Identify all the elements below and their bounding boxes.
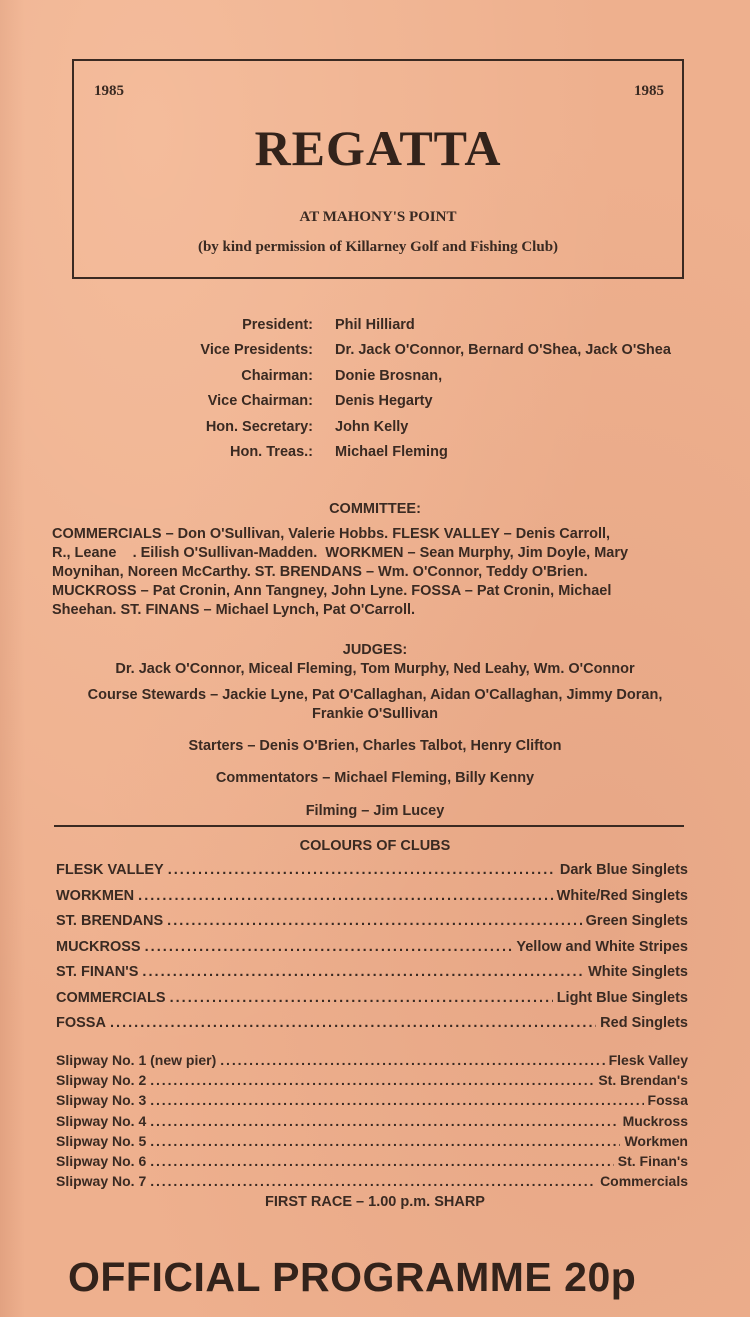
list-item xyxy=(56,913,688,939)
divider xyxy=(54,825,684,827)
list-item xyxy=(56,1133,688,1153)
list-item xyxy=(56,862,688,888)
list-item xyxy=(56,1052,688,1072)
officer-value: Michael Fleming xyxy=(335,444,448,461)
club-name: WORKMEN xyxy=(56,887,135,904)
club-name: FOSSA xyxy=(56,1015,106,1031)
list-item xyxy=(56,1092,688,1112)
club-colour: Green Singlets xyxy=(585,913,688,929)
officer-label: Vice Chairman: xyxy=(207,393,313,410)
list-item xyxy=(56,888,688,914)
club-colour: Yellow and White Stripes xyxy=(516,938,688,955)
dot-leader xyxy=(145,939,513,955)
list-item xyxy=(56,1153,688,1173)
club-name: ST. BRENDANS xyxy=(56,913,164,929)
club-colour: White Singlets xyxy=(588,964,688,980)
officer-row xyxy=(180,389,720,415)
officer-value: John Kelly xyxy=(335,418,409,435)
list-item xyxy=(56,1072,688,1092)
commentators: Commentators – Michael Fleming, Billy Kenny xyxy=(215,770,535,786)
dot-leader xyxy=(150,1113,618,1129)
list-item xyxy=(56,1015,688,1041)
starters: Starters – Denis O'Brien, Charles Talbot, Henry Clifton xyxy=(188,738,562,754)
slipway-club: St. Brendan's xyxy=(598,1072,688,1089)
slipway-club: Workmen xyxy=(624,1132,688,1149)
dot-leader xyxy=(142,964,584,980)
slipway-name: Slipway No. 5 xyxy=(56,1132,147,1149)
list-item xyxy=(56,1173,688,1193)
club-colour: Red Singlets xyxy=(600,1015,688,1031)
filming: Filming – Jim Lucey xyxy=(305,803,445,819)
officer-value: Dr. Jack O'Connor, Bernard O'Shea, Jack O'Shea xyxy=(335,342,671,359)
dot-leader xyxy=(138,888,553,904)
course-stewards-line2: Frankie O'Sullivan xyxy=(312,706,438,722)
officer-row xyxy=(180,440,720,466)
officers-list xyxy=(180,312,720,465)
header-box xyxy=(72,59,684,279)
dot-leader xyxy=(150,1092,643,1108)
judges-names: Dr. Jack O'Connor, Miceal Fleming, Tom Murphy, Ned Leahy, Wm. O'Connor xyxy=(115,661,635,677)
officer-label: Vice Presidents: xyxy=(200,342,313,359)
dot-leader xyxy=(150,1173,596,1189)
slipway-club: Muckross xyxy=(622,1112,688,1129)
officer-row xyxy=(180,312,720,338)
course-stewards-line1: Course Stewards – Jackie Lyne, Pat O'Callaghan, Aidan O'Callaghan, Jimmy Doran, xyxy=(87,687,663,703)
dot-leader xyxy=(170,990,553,1006)
committee-line: MUCKROSS – Pat Cronin, Ann Tangney, John Lyne. FOSSA – Pat Cronin, Michael xyxy=(52,583,612,599)
slipway-name: Slipway No. 2 xyxy=(56,1072,147,1089)
officer-label: President: xyxy=(242,316,313,333)
club-name: MUCKROSS xyxy=(56,938,141,955)
dot-leader xyxy=(150,1153,614,1169)
officer-row xyxy=(180,363,720,389)
page-title: REGATTA xyxy=(254,120,502,176)
venue: AT MAHONY'S POINT xyxy=(299,209,457,225)
footer-title: OFFICIAL PROGRAMME 20p xyxy=(68,1254,637,1300)
judges-heading: JUDGES: xyxy=(342,642,408,658)
club-colour: Dark Blue Singlets xyxy=(559,862,688,878)
dot-leader xyxy=(167,913,582,929)
dot-leader xyxy=(220,1052,604,1068)
colours-heading: COLOURS OF CLUBS xyxy=(299,838,451,854)
slipway-club: Commercials xyxy=(600,1173,688,1190)
year-right: 1985 xyxy=(634,83,664,99)
club-colour: White/Red Singlets xyxy=(556,887,688,904)
club-name: COMMERCIALS xyxy=(56,989,166,1006)
slipway-name: Slipway No. 7 xyxy=(56,1173,147,1190)
committee-line: COMMERCIALS – Don O'Sullivan, Valerie Hobbs. FLESK VALLEY – Denis Carroll, xyxy=(52,526,611,542)
committee-line: R., Leane . Eilish O'Sullivan-Madden. WORKMEN – Sean Murphy, Jim Doyle, Mary xyxy=(52,545,629,561)
committee-line: Sheehan. ST. FINANS – Michael Lynch, Pat O'Carroll. xyxy=(52,602,416,618)
list-item xyxy=(56,990,688,1016)
club-name: ST. FINAN'S xyxy=(56,964,139,980)
slipway-club: Fossa xyxy=(647,1092,688,1109)
officer-value: Denis Hegarty xyxy=(335,393,433,410)
slipway-name: Slipway No. 3 xyxy=(56,1092,147,1109)
officer-label: Chairman: xyxy=(241,367,313,384)
club-colour: Light Blue Singlets xyxy=(556,989,688,1006)
slipway-club: Flesk Valley xyxy=(608,1052,688,1068)
officer-label: Hon. Secretary: xyxy=(205,418,313,435)
officer-value: Phil Hilliard xyxy=(335,316,415,333)
slipways-list xyxy=(56,1052,688,1193)
officer-value: Donie Brosnan, xyxy=(335,367,443,384)
dot-leader xyxy=(168,862,556,878)
list-item xyxy=(56,1113,688,1133)
first-race-notice: FIRST RACE – 1.00 p.m. SHARP xyxy=(265,1194,485,1210)
dot-leader xyxy=(150,1072,594,1088)
club-name: FLESK VALLEY xyxy=(56,862,164,878)
committee-line: Moynihan, Noreen McCarthy. ST. BRENDANS – Wm. O'Connor, Teddy O'Brien. xyxy=(52,564,588,580)
committee-text xyxy=(52,525,702,620)
colours-list xyxy=(56,862,688,1041)
officer-row xyxy=(180,414,720,440)
officer-row xyxy=(180,338,720,364)
year-left: 1985 xyxy=(94,83,124,99)
dot-leader xyxy=(150,1133,620,1149)
slipway-club: St. Finan's xyxy=(617,1152,688,1169)
slipway-name: Slipway No. 6 xyxy=(56,1152,147,1169)
officer-label: Hon. Treas.: xyxy=(230,444,313,461)
committee-heading: COMMITTEE: xyxy=(329,501,421,517)
list-item xyxy=(56,939,688,965)
slipway-name: Slipway No. 4 xyxy=(56,1112,147,1129)
slipway-name: Slipway No. 1 (new pier) xyxy=(56,1052,217,1068)
dot-leader xyxy=(110,1015,596,1031)
list-item xyxy=(56,964,688,990)
permission-note: (by kind permission of Killarney Golf and Fishing Club) xyxy=(197,239,559,255)
